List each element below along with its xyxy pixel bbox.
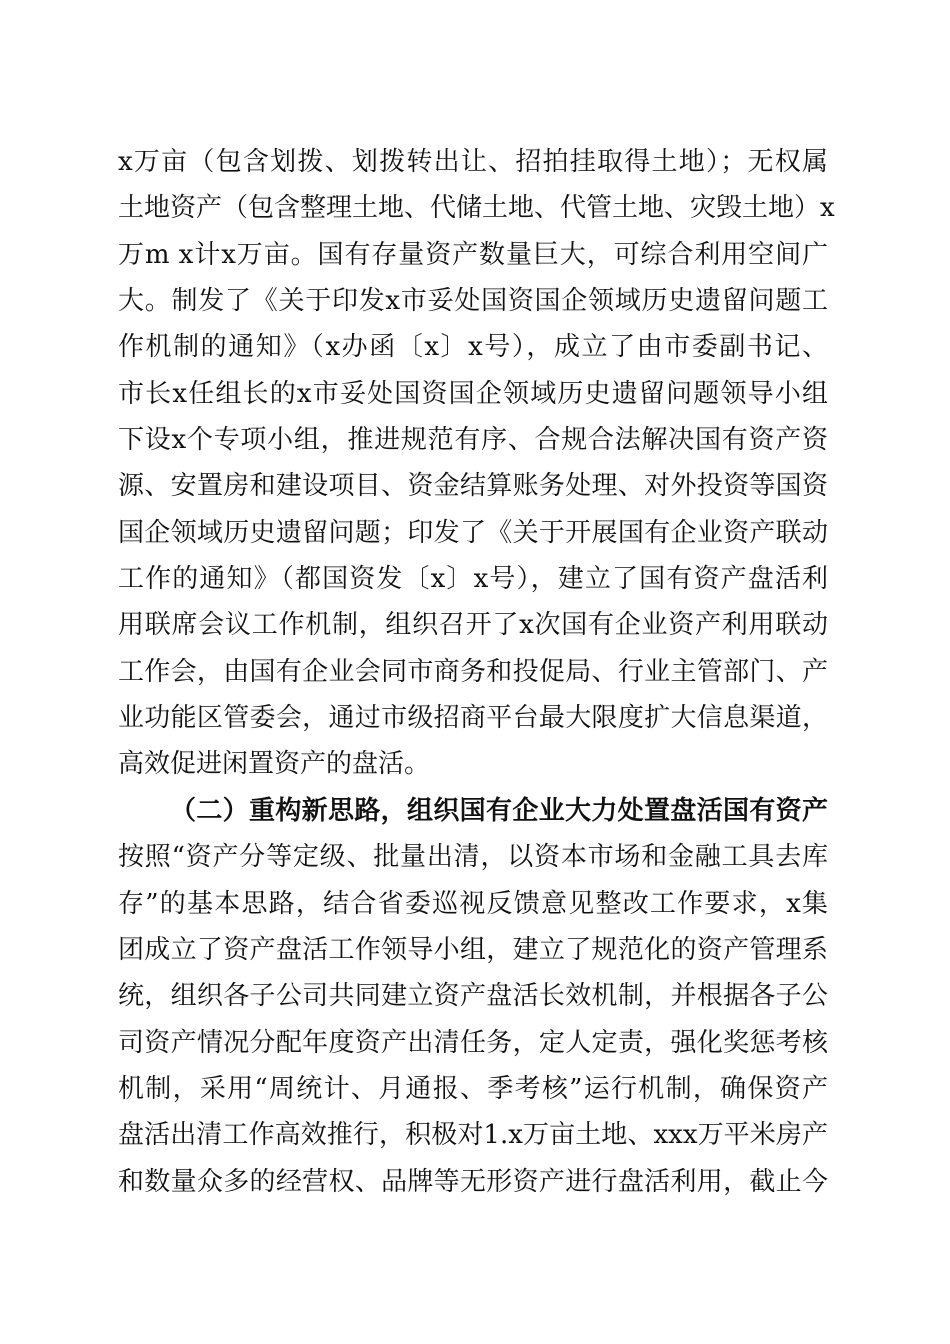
text-line: x万亩（包含划拨、划拨转出让、招拍挂取得土地）；无权属	[118, 147, 828, 177]
text-line: 业功能区管委会，通过市级招商平台最大限度扩大信息渠道，	[118, 703, 828, 734]
text-line: 工作的通知》（都国资发〔x〕x号），建立了国有资产盘活利	[118, 564, 828, 595]
paragraph-land-assets	[118, 139, 835, 788]
text-line: 市长x任组长的x市妥处国资国企领域历史遗留问题领导小组	[118, 378, 828, 409]
paragraph-asset-disposal	[118, 834, 828, 1205]
text-line: 盘活出清工作高效推行，积极对1.x万亩土地、xxx万平米房产	[118, 1120, 828, 1151]
text-line: 和数量众多的经营权、品牌等无形资产进行盘活利用，截止今	[118, 1166, 828, 1197]
text-line: 按照“资产分等定级、批量出清，以资本市场和金融工具去库	[118, 842, 828, 873]
text-line: 团成立了资产盘活工作领导小组，建立了规范化的资产管理系	[118, 934, 828, 965]
text-line: 统，组织各子公司共同建立资产盘活长效机制，并根据各子公	[118, 981, 828, 1012]
text-line: 万m x计x万亩。国有存量资产数量巨大，可综合利用空间广	[118, 239, 828, 270]
text-line: 国企领域历史遗留问题；印发了《关于开展国有企业资产联动	[118, 517, 828, 548]
text-line: 作机制的通知》（x办函〔x〕x号），成立了由市委副书记、	[118, 332, 828, 363]
text-line: 源、安置房和建设项目、资金结算账务处理、对外投资等国资	[118, 471, 828, 502]
section-heading: （二）重构新思路，组织国有企业大力处置盘活国有资产	[170, 795, 828, 826]
text-line: 存”的基本思路，结合省委巡视反馈意见整改工作要求，x集	[118, 888, 828, 919]
text-line: 机制，采用“周统计、月通报、季考核”运行机制，确保资产	[118, 1073, 828, 1104]
text-line: 工作会，由国有企业会同市商务和投促局、行业主管部门、产	[118, 656, 828, 687]
text-line: 下设x个专项小组，推进规范有序、合规合法解决国有资产资	[118, 425, 828, 456]
text-line: 大。制发了《关于印发x市妥处国资国企领域历史遗留问题工	[118, 286, 828, 317]
document-body	[118, 139, 835, 1205]
text-line: 司资产情况分配年度资产出清任务，定人定责，强化奖惩考核	[118, 1027, 828, 1058]
text-line: 高效促进闲置资产的盘活。	[118, 749, 431, 780]
text-line: 用联席会议工作机制，组织召开了x次国有企业资产利用联动	[118, 610, 828, 641]
text-line: 土地资产（包含整理土地、代储土地、代管土地、灾毁土地）x	[118, 193, 835, 224]
